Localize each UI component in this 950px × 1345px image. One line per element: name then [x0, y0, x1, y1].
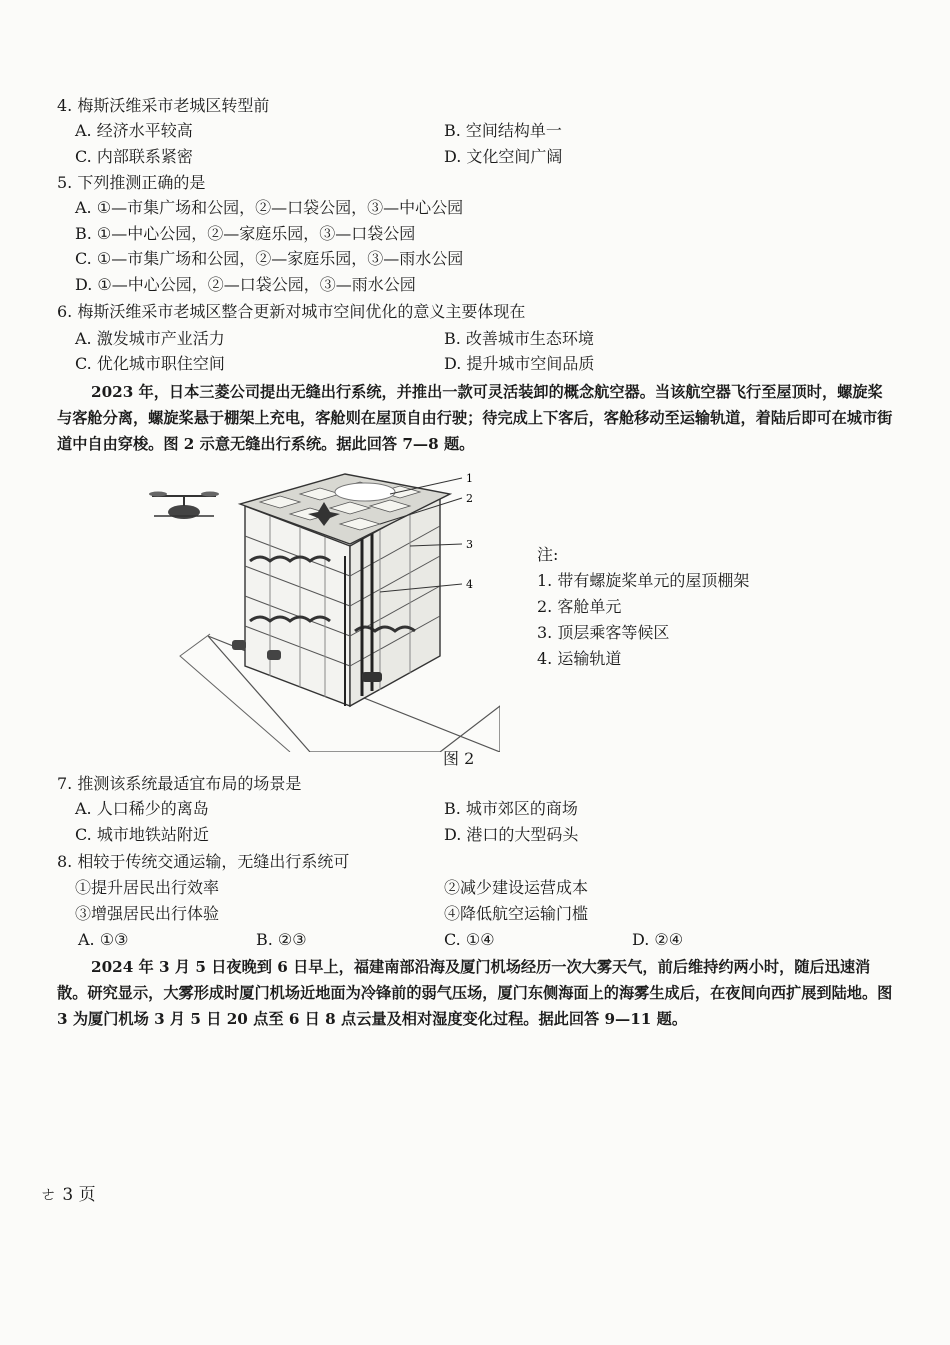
q5-stem: 5. 下列推测正确的是	[57, 173, 206, 192]
q4-stem: 4. 梅斯沃维采市老城区转型前	[57, 96, 270, 115]
figure-caption: 图 2	[443, 749, 475, 768]
q7-option-a: A. 人口稀少的离岛	[75, 799, 209, 818]
passage-xiamen-fog	[57, 954, 897, 1032]
q8-stem: 8. 相较于传统交通运输，无缝出行系统可	[57, 852, 350, 871]
notes-title: 注:	[537, 545, 559, 564]
q5-option-b: B. ①—中心公园，②—家庭乐园，③—口袋公园	[75, 224, 416, 243]
q8-statement-4: ④降低航空运输门槛	[444, 904, 589, 923]
figure-notes	[537, 542, 749, 672]
q6-option-a: A. 激发城市产业活力	[75, 329, 225, 348]
q5-option-c: C. ①—市集广场和公园，②—家庭乐园，③—雨水公园	[75, 249, 464, 268]
q7-option-b: B. 城市郊区的商场	[444, 799, 578, 818]
note-item-1: 1. 带有螺旋桨单元的屋顶棚架	[537, 571, 750, 590]
figure-label-3: 3	[466, 538, 473, 551]
q4-option-d: D. 文化空间广阔	[444, 147, 563, 166]
q6-option-c: C. 优化城市职住空间	[75, 354, 225, 373]
q8-statement-2: ②减少建设运营成本	[444, 878, 589, 897]
q7-option-d: D. 港口的大型码头	[444, 825, 579, 844]
q6-stem: 6. 梅斯沃维采市老城区整合更新对城市空间优化的意义主要体现在	[57, 302, 526, 321]
car-icon	[267, 650, 281, 660]
figure-label-4: 4	[466, 578, 473, 591]
q7-option-c: C. 城市地铁站附近	[75, 825, 209, 844]
figure-label-1: 1	[466, 472, 473, 485]
aircraft-icon	[149, 492, 219, 520]
note-item-2: 2. 客舱单元	[537, 597, 622, 616]
q4-option-c: C. 内部联系紧密	[75, 147, 193, 166]
passage-xiamen-fog-text: 2024 年 3 月 5 日夜晚到 6 日早上，福建南部沿海及厦门机场经历一次大雾天气，前后维持约两小时，随后迅速消散。研究显示，大雾形成时厦门机场近地面为冷锋前的弱气压场，厦门东侧海面上的海雾生成后，在夜间向西扩展到陆地。图 3 为厦门机场 3 月 5 日 20 点至 6 日 8 点云量及相对湿度变化过程。据此回答 9—11 题。	[57, 958, 893, 1028]
figure-2-illustration	[140, 466, 500, 752]
passage-seamless-mobility	[57, 379, 897, 457]
q6-option-b: B. 改善城市生态环境	[444, 329, 594, 348]
figure-label-2: 2	[466, 492, 473, 505]
q8-option-d: D. ②④	[632, 930, 684, 949]
q8-option-c: C. ①④	[444, 930, 495, 949]
q5-option-d: D. ①—中心公园，②—口袋公园，③—雨水公园	[75, 275, 416, 294]
q4-option-a: A. 经济水平较高	[75, 121, 193, 140]
q8-option-a: A. ①③	[78, 930, 129, 949]
q8-option-b: B. ②③	[256, 930, 307, 949]
q6-option-d: D. 提升城市空间品质	[444, 354, 595, 373]
note-item-4: 4. 运输轨道	[537, 649, 622, 668]
page-number: ㄜ 3 页	[40, 1185, 96, 1205]
car-icon	[232, 640, 246, 650]
q7-stem: 7. 推测该系统最适宜布局的场景是	[57, 774, 302, 793]
q5-option-a: A. ①—市集广场和公园，②—口袋公园，③—中心公园	[75, 198, 464, 217]
note-item-3: 3. 顶层乘客等候区	[537, 623, 670, 642]
q8-statement-3: ③增强居民出行体验	[75, 904, 220, 923]
cabin-vehicle-icon	[362, 672, 382, 682]
q4-option-b: B. 空间结构单一	[444, 121, 562, 140]
passage-seamless-mobility-text: 2023 年，日本三菱公司提出无缝出行系统，并推出一款可灵活装卸的概念航空器。当该航空器飞行至屋顶时，螺旋桨与客舱分离，螺旋桨悬于棚架上充电，客舱则在屋顶自由行驶；待完成上下客后，客舱移动至运输轨道，着陆后即可在城市街道中自由穿梭。图 2 示意无缝出行系统。据此回答 7—8 题。	[57, 383, 893, 453]
q8-statement-1: ①提升居民出行效率	[75, 878, 220, 897]
